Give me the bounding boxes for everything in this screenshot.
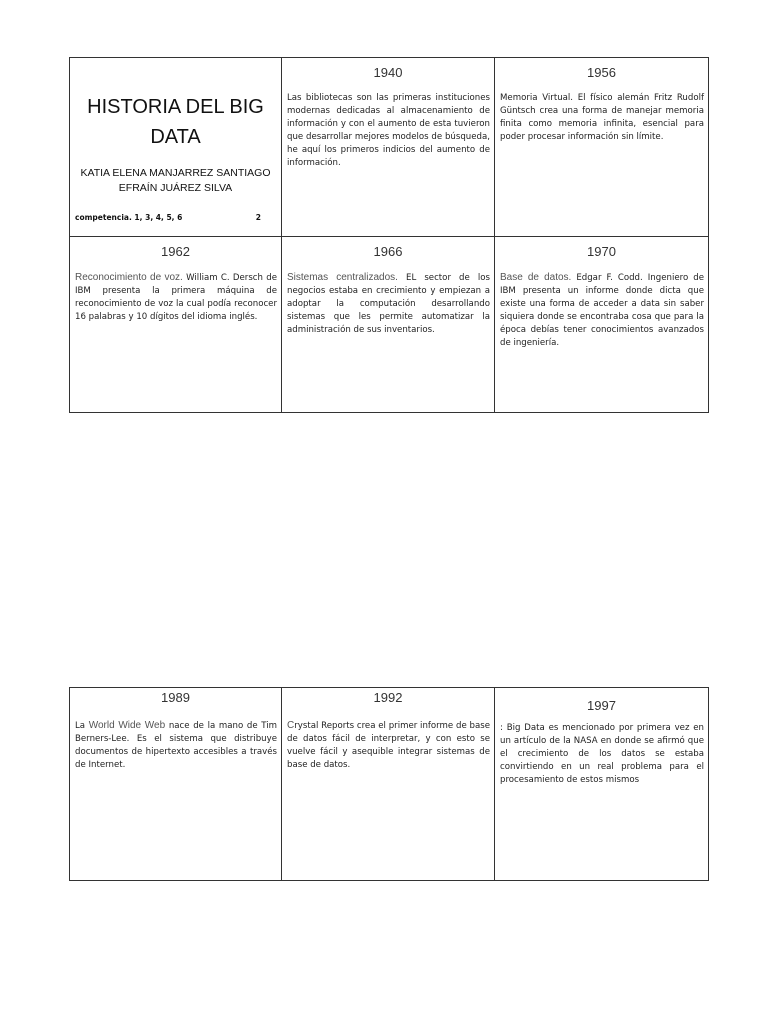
- year-label: 1992: [373, 690, 403, 705]
- entry-text: rystal Reports crea el primer informe de base de datos fácil de interpretar, y con esto se vuelve fácil y asequible integrar sistemas de base de datos.: [287, 721, 490, 770]
- entry-body: [70, 271, 281, 324]
- entry-highlight: Sistemas centralizados.: [287, 272, 398, 283]
- entry-body: [495, 271, 708, 350]
- year-label: 1970: [587, 244, 616, 259]
- entry-body: [70, 719, 281, 772]
- author-line-2: EFRAÍN JUÁREZ SILVA: [118, 182, 233, 194]
- year-label: 1956: [587, 65, 616, 80]
- entry-text: Las bibliotecas son las primeras instituciones modernas dedicadas al almacenamiento de información y con el aumento de esta tuvieron que desarrollar mejores modelos de búsqueda, he aquí los primeros indicios del aumento de información.: [287, 93, 490, 168]
- entry-body: [282, 271, 494, 337]
- entry-text: Memoria Virtual. El físico alemán Fritz Rudolf Güntsch crea una forma de manejar memoria finita como memoria infinita, esencial para poder procesar información sin límite.: [500, 93, 704, 142]
- competencia-row: [75, 213, 261, 222]
- year-label: 1940: [373, 65, 403, 80]
- entry-text: EL sector de los negocios estaba en crecimiento y empiezan a adoptar la computación desarrollando sistemas que les permite automatizar la administración de sus inventarios.: [287, 273, 490, 335]
- entry-text: nace de la mano de Tim Berners-Lee. Es el sistema que distribuye documentos de hipertexto accesibles a través de Internet.: [75, 721, 277, 770]
- timeline-cell-1970: [495, 237, 709, 413]
- author-line-1: KATIA ELENA MANJARREZ SANTIAGO: [80, 167, 271, 179]
- entry-text: William C. Dersch de IBM presenta la primera máquina de reconocimiento de voz la cual podía reconocer 16 palabras y 10 dígitos del idioma inglés.: [75, 273, 277, 322]
- entry-highlight: Base de datos.: [500, 272, 572, 283]
- year-label: 1966: [373, 244, 403, 259]
- authors: [70, 166, 281, 196]
- entry-highlight: C: [287, 720, 295, 731]
- timeline-table-top: [69, 57, 709, 413]
- timeline-table-bottom: [69, 687, 709, 881]
- title-card: [70, 58, 282, 237]
- timeline-cell-1992: [282, 688, 495, 881]
- entry-body: [282, 719, 494, 772]
- competencia-label: competencia. 1, 3, 4, 5, 6: [75, 213, 183, 222]
- entry-highlight: Reconocimiento de voz.: [75, 272, 183, 283]
- timeline-cell-1940: [282, 58, 495, 237]
- year-label: 1962: [161, 244, 190, 259]
- timeline-cell-1997: [495, 688, 709, 881]
- timeline-cell-1956: [495, 58, 709, 237]
- entry-highlight: World Wide Web: [88, 720, 166, 731]
- year-label: 1997: [587, 698, 616, 713]
- entry-text: : Big Data es mencionado por primera vez en un artículo de la NASA en donde se afirmó que el crecimiento de los datos se estaba convirtiendo en un real problema para el procesamiento de estos mismos: [500, 723, 704, 785]
- year-label: 1989: [161, 690, 190, 705]
- entry-prefix: La: [75, 721, 89, 731]
- timeline-cell-1966: [282, 237, 495, 413]
- document-title: HISTORIA DEL BIG DATA: [87, 96, 264, 148]
- entry-text: Edgar F. Codd. Ingeniero de IBM presenta un informe donde dicta que existe una forma de acceder a data sin saber siquiera donde se encontraba cosa que para la época debías tener conocimientos avanzados de ingeniería.: [500, 273, 704, 348]
- timeline-cell-1962: [70, 237, 282, 413]
- timeline-cell-1989: [70, 688, 282, 881]
- page-number: 2: [255, 213, 261, 222]
